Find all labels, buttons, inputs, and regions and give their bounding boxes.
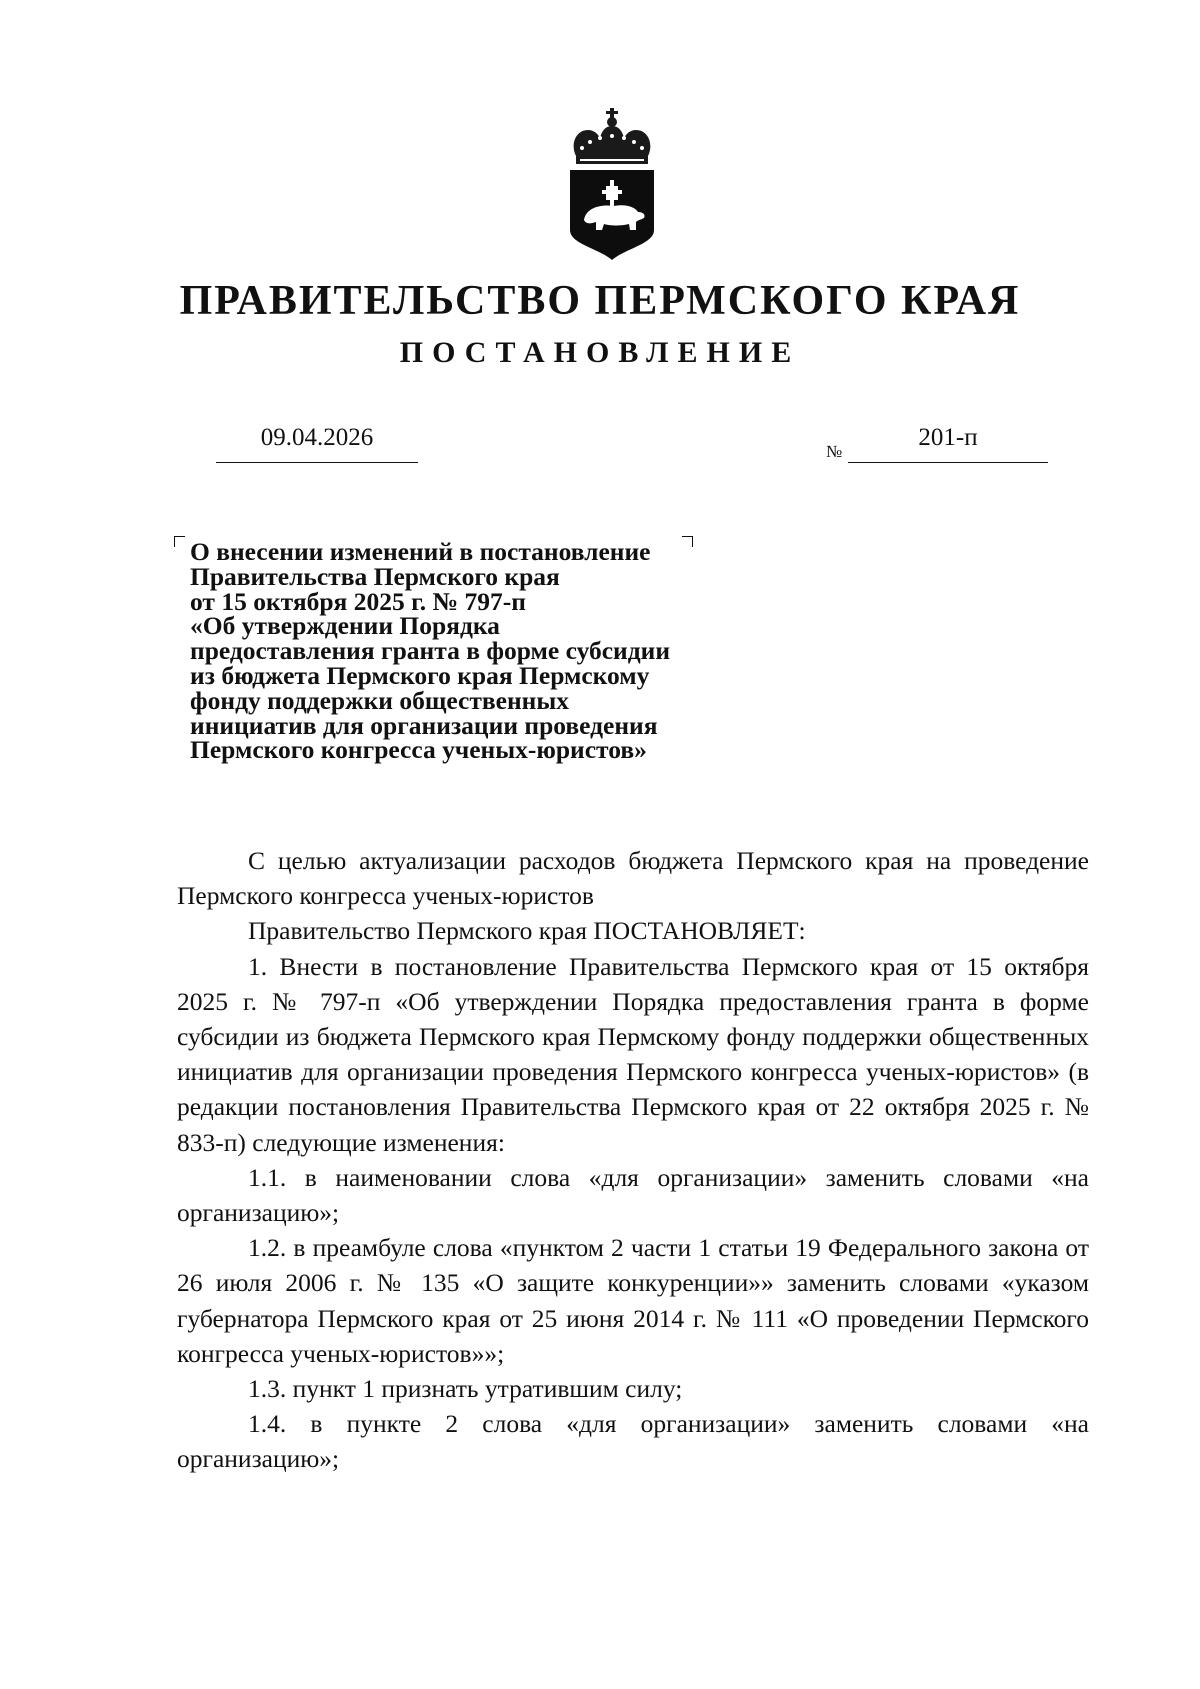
document-number: 201-п (848, 424, 1048, 463)
issuing-authority: ПРАВИТЕЛЬСТВО ПЕРМСКОГО КРАЯ (179, 278, 1021, 324)
resolution-paragraph: Правительство Пермского края ПОСТАНОВЛЯЕТ: (248, 916, 806, 946)
number-sign: № (826, 442, 843, 461)
title-line: предоставления гранта в форме субсидии (190, 636, 671, 666)
title-line: О внесении изменений в постановление (190, 537, 651, 566)
title-line: фонду поддержки общественных (190, 685, 570, 715)
purpose-paragraph: С целью актуализации расходов бюджета Пермского края на проведение Пермского конгресса ученых-юристов (177, 846, 1089, 911)
title-line: инициатив для организации проведения (190, 710, 658, 740)
title-line: Пермского конгресса ученых-юристов» (190, 735, 647, 765)
item-1-4: 1.4. в пункте 2 слова «для организации» заменить словами «на организацию»; (177, 1409, 1089, 1474)
document-body (177, 843, 1089, 1477)
item-1: 1. Внести в постановление Правительства Пермского края от 15 октября 2025 г. № 797-п «Об утверждении Порядка предоставления гранта в форме субсидии из бюджета Пермского края Пермскому фонду поддержки общественных инициатив для организации проведения Пермского конгресса ученых-юристов» (в редакции постановления Правительства Пермского края от 22 октября 2025 г. № 833-п) следующие изменения: (177, 951, 1089, 1157)
title-line: Правительства Пермского края (190, 561, 560, 591)
item-1-1: 1.1. в наименовании слова «для организации» заменить словами «на организацию»; (177, 1162, 1089, 1228)
title-line: из бюджета Пермского края Пермскому (190, 660, 650, 690)
title-bracket-left (174, 536, 185, 547)
title-line: «Об утверждении Порядка (190, 611, 500, 641)
document-title (190, 537, 730, 765)
document-date: 09.04.2026 (216, 424, 418, 463)
title-line: от 15 октября 2025 г. № 797-п (190, 586, 526, 616)
perm-krai-coat-of-arms-icon (566, 108, 658, 260)
document-type: ПОСТАНОВЛЕНИЕ (399, 336, 801, 369)
item-1-2: 1.2. в преамбуле слова «пунктом 2 части 1 статьи 19 Федерального закона от 26 июля 2006 г. № 135 «О защите конкуренции»» заменить словами «указом губернатора Пермского края от 25 июня 2014 г. № 111 «О проведении Пермского конгресса ученых-юристов»»; (177, 1233, 1089, 1368)
item-1-3: 1.3. пункт 1 признать утратившим силу; (248, 1374, 683, 1404)
